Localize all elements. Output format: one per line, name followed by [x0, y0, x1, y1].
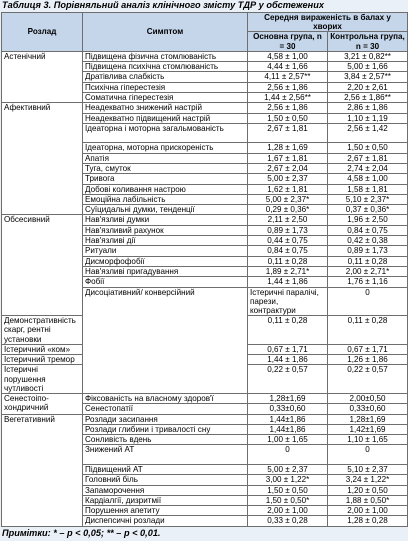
main-group-value: 1,28±1,69 [248, 393, 328, 403]
main-group-value: 0,33±0,60 [248, 404, 328, 414]
symptom-cell: Підвищена фізична стомлюваність [83, 51, 248, 61]
table-caption: Таблиця 3. Порівняльний аналіз клінічного змісту ТДР у обстежених [2, 0, 324, 10]
main-group-value: 5,00 ± 2,37* [248, 194, 328, 204]
main-group-value: 1,00 ± 1,65 [248, 435, 328, 445]
main-group-value: 0,89 ± 1,73 [248, 225, 328, 235]
main-group-value: 0 [248, 445, 328, 465]
control-group-value: 0,84 ± 0,75 [328, 225, 408, 235]
symptom-cell: Емоційна лабільність [83, 194, 248, 204]
control-group-value: 2,74 ± 2,04 [328, 163, 408, 173]
symptom-cell: Диспепсичні розлади [83, 516, 248, 526]
control-group-value: 1,42±1,69 [328, 424, 408, 434]
control-group-value: 1,28±1,69 [328, 414, 408, 424]
comparison-table [1, 12, 408, 527]
control-group-value: 2,00±0,50 [328, 393, 408, 403]
control-group-value: 0,11 ± 0,28 [328, 256, 408, 266]
main-group-value: 2,56 ± 1,86 [248, 82, 328, 92]
symptom-cell: Туга, смуток [83, 163, 248, 173]
main-group-value: 1,44 ± 1,86 [248, 277, 328, 287]
symptom-cell: Знижений АТ [83, 445, 248, 465]
main-group-value: 0,44 ± 0,75 [248, 236, 328, 246]
symptom-cell: Нав'язливі пригадування [83, 266, 248, 276]
main-group-value: 5,00 ± 2,37 [248, 464, 328, 474]
symptom-cell: Ідеаторна і моторна загальмованість [83, 123, 248, 143]
main-group-value: 2,67 ± 1,81 [248, 123, 328, 143]
symptom-cell: Неадекватно знижений настрій [83, 103, 248, 113]
symptom-cell: Дратівлива слабкість [83, 72, 248, 82]
main-group-value: 0,29 ± 0,36* [248, 205, 328, 215]
main-group-value: 0 [328, 287, 408, 316]
symptom-cell: Головний біль [83, 475, 248, 485]
symptom-cell: Ритуали [83, 246, 248, 256]
symptom-cell: Порушення апетиту [83, 506, 248, 516]
main-group-value: 1,44±1,86 [248, 424, 328, 434]
header-symptom: Симптом [83, 13, 248, 52]
symptom-cell: Кардіалгії, дизритмії [83, 495, 248, 505]
symptom-cell: Ідеаторна, моторна прискореність [83, 143, 248, 153]
main-group-value: 0,11 ± 0,28 [248, 256, 328, 266]
symptom-cell: Дисморфофобії [83, 256, 248, 266]
symptom-cell: Запаморочення [83, 485, 248, 495]
symptom-cell: Фіксованість на власному здоров'ї [83, 393, 248, 403]
control-group-value: 0 [328, 445, 408, 465]
header-severity: Середня вираженість в балах у хворих [248, 13, 408, 32]
main-group-value: 1,67 ± 1,81 [248, 153, 328, 163]
control-group-value: 2,56 ± 1,42 [328, 123, 408, 143]
symptom-cell: Підвищена психічна стомлюваність [83, 62, 248, 72]
main-group-value: 1,44±1,86 [248, 414, 328, 424]
control-group-value: 0,33±0,60 [328, 404, 408, 414]
symptom-cell: Психічна гіперестезія [83, 82, 248, 92]
symptom-cell: Сонливість вдень [83, 435, 248, 445]
control-group-value: 3,24 ± 1,22* [328, 475, 408, 485]
main-group-value: 2,56 ± 1,86 [248, 103, 328, 113]
symptom-cell: Підвищений АТ [83, 464, 248, 474]
control-group-value: 1,58 ± 1,81 [328, 184, 408, 194]
symptom-cell: Істеричний тремор [2, 355, 83, 365]
control-group-value: 2,56 ± 1,86** [328, 93, 408, 103]
disorder-group-cell: Афективний [2, 103, 83, 215]
control-group-value: 3,84 ± 2,57** [328, 72, 408, 82]
control-group-value: 2,86 ± 1,86 [328, 103, 408, 113]
control-group-value: 1,96 ± 2,50 [328, 215, 408, 225]
table-row [2, 393, 408, 403]
symptom-cell: Тривога [83, 174, 248, 184]
main-group-value: 1,50 ± 0,50 [248, 113, 328, 123]
control-group-value: 1,20 ± 0,50 [328, 485, 408, 495]
main-group-value: 1,50 ± 0,50* [248, 495, 328, 505]
symptom-cell: Соматична гіперестезія [83, 93, 248, 103]
symptom-cell: Фобії [83, 277, 248, 287]
control-group-value: 1,50 ± 0,50 [328, 143, 408, 153]
control-group-value: 1,26 ± 1,86 [328, 355, 408, 365]
symptom-cell: Нав'язливий рахунок [83, 225, 248, 235]
symptom-cell: Демонстративність скарг, рентні установки [2, 316, 83, 345]
control-group-value: 2,00 ± 1,00 [328, 506, 408, 516]
main-group-value: 0,33 ± 0,28 [248, 516, 328, 526]
symptom-cell: Добові коливання настрою [83, 184, 248, 194]
symptom-cell: Апатія [83, 153, 248, 163]
main-group-value: 4,11 ± 2,57** [248, 72, 328, 82]
table-row [2, 103, 408, 113]
main-group-value: 2,00 ± 1,00 [248, 506, 328, 516]
table-body [2, 51, 408, 526]
main-group-value: 3,00 ± 1,22* [248, 475, 328, 485]
symptom-cell: Істеричний «ком» [2, 344, 83, 354]
main-group-value: 4,44 ± 1,66 [248, 62, 328, 72]
symptom-cell: Неадекватно підвищений настрій [83, 113, 248, 123]
control-group-value: 0,22 ± 0,57 [328, 365, 408, 394]
symptom-cell: Сенестопатії [83, 404, 248, 414]
symptom-cell: Розлади засипання [83, 414, 248, 424]
symptom-cell: Істеричні порушення чутливості [2, 365, 83, 394]
header-control-group: Контрольна група, n = 30 [328, 32, 408, 51]
control-group-value: 1,88 ± 0,50* [328, 495, 408, 505]
control-group-value: 5,00 ± 1,66 [328, 62, 408, 72]
symptom-cell: Нав'язливі дії [83, 236, 248, 246]
main-group-value: 4,58 ± 1,00 [248, 51, 328, 61]
disorder-group-cell: Обсесивний [2, 215, 83, 316]
symptom-cell: Суїцидальні думки, тенденції [83, 205, 248, 215]
header-main-group: Основна група, n = 30 [248, 32, 328, 51]
control-group-value: 0,89 ± 1,73 [328, 246, 408, 256]
control-group-value: 0,37 ± 0,36* [328, 205, 408, 215]
symptom-cell: Розлади глибини і тривалості сну [83, 424, 248, 434]
main-group-value: 1,89 ± 2,71* [248, 266, 328, 276]
main-group-value: 5,00 ± 2,37 [248, 174, 328, 184]
main-group-value: 1,28 ± 1,69 [248, 143, 328, 153]
main-group-value: 2,67 ± 2,04 [248, 163, 328, 173]
control-group-value: 1,10 ± 1,65 [328, 435, 408, 445]
main-group-value: 1,44 ± 1,86 [248, 355, 328, 365]
main-group-value: 1,50 ± 0,50 [248, 485, 328, 495]
control-group-value: 0,67 ± 1,71 [328, 344, 408, 354]
table-row [2, 215, 408, 225]
disorder-group-cell: Вегетативний [2, 414, 83, 526]
control-group-value: 0,42 ± 0,38 [328, 236, 408, 246]
disorder-group-cell: Дисоціативний/ конверсійний [83, 287, 248, 393]
control-group-value: 1,28 ± 0,28 [328, 516, 408, 526]
main-group-value: 2,11 ± 2,50 [248, 215, 328, 225]
main-group-value: 0,84 ± 0,75 [248, 246, 328, 256]
table-row [2, 414, 408, 424]
control-group-value: 4,58 ± 1,00 [328, 174, 408, 184]
disorder-group-cell: Астенічний [2, 51, 83, 102]
control-group-value: 1,10 ± 1,19 [328, 113, 408, 123]
main-group-value: 0,11 ± 0,28 [248, 316, 328, 345]
disorder-group-cell: Сенестоіпо-хондричний [2, 393, 83, 414]
symptom-cell: Нав'язливі думки [83, 215, 248, 225]
control-group-value: 1,76 ± 1,16 [328, 277, 408, 287]
table-row [2, 51, 408, 61]
main-group-value: 1,44 ± 2,56** [248, 93, 328, 103]
header-disorder: Розлад [2, 13, 83, 52]
main-group-value: 0,67 ± 1,71 [248, 344, 328, 354]
main-group-value: 1,62 ± 1,81 [248, 184, 328, 194]
control-group-value: 3,21 ± 0,82** [328, 51, 408, 61]
symptom-cell: Істеричні паралічі, парези, контрактури [248, 287, 328, 316]
control-group-value: 0,11 ± 0,28 [328, 316, 408, 345]
control-group-value: 2,00 ± 2,71* [328, 266, 408, 276]
control-group-value: 2,67 ± 1,81 [328, 153, 408, 163]
control-group-value: 5,10 ± 2,37* [328, 194, 408, 204]
control-group-value: 2,20 ± 2,61 [328, 82, 408, 92]
control-group-value: 5,10 ± 2,37 [328, 464, 408, 474]
table-note: Примітки: * – р < 0,05; ** – р < 0,01. [2, 528, 161, 538]
main-group-value: 0,22 ± 0,57 [248, 365, 328, 394]
